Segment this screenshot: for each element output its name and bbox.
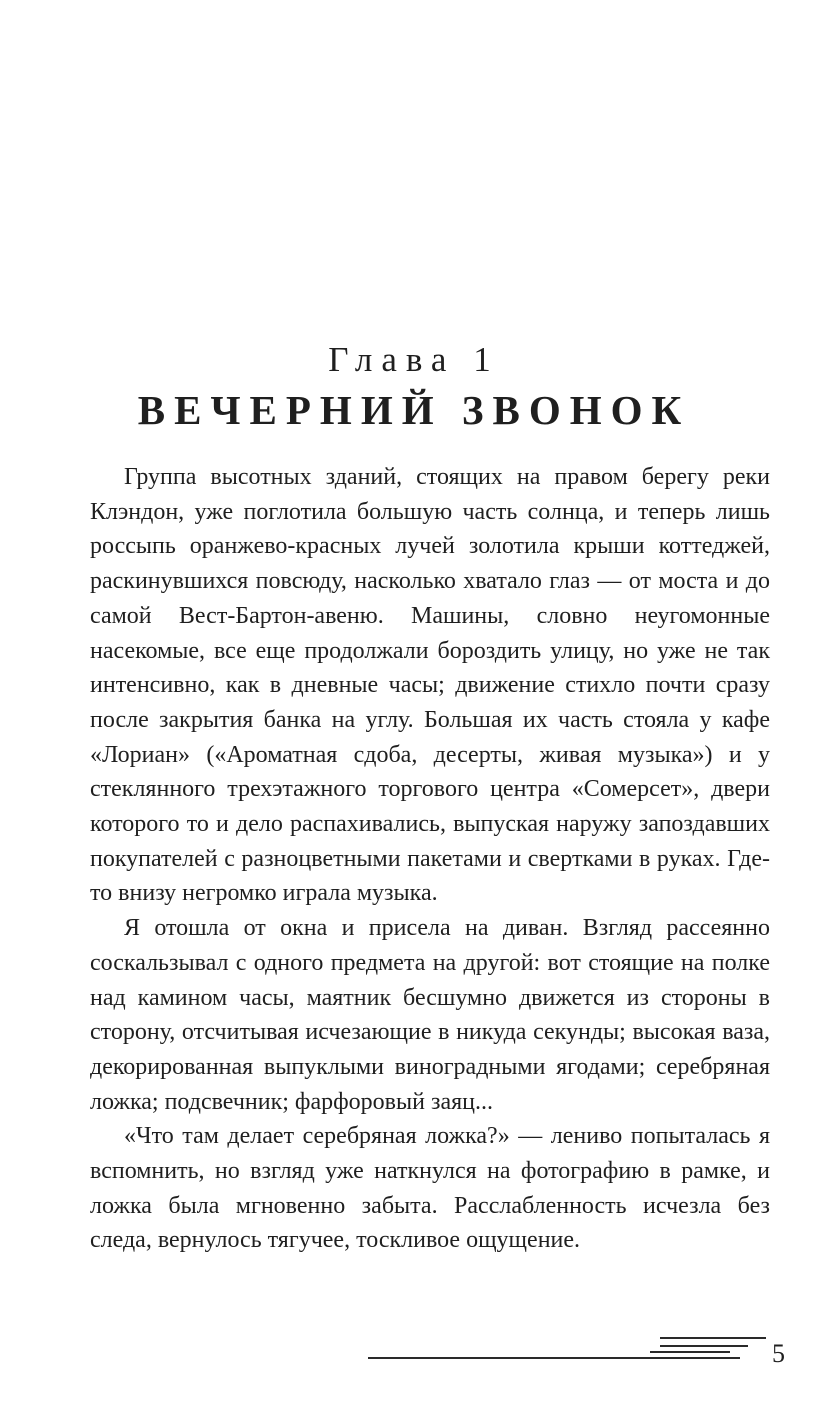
paragraph-2: Я отошла от окна и присела на диван. Взгляд рассеянно соскальзывал с одного предмета на другой: вот стоящие на полке над камином часы, маятник бесшумно движется из стороны в сторону, отсчитывая исчезающие в никуда секунды; высокая ваза, декорированная выпуклыми виноградными ягодами; серебряная ложка; подсвечник; фарфоровый заяц... [90,915,770,1115]
paragraph-1: Группа высотных зданий, стоящих на правом берегу реки Клэндон, уже поглотила большую часть солнца, и теперь лишь россыпь оранжево-красных лучей золотила крыши коттеджей, раскинувшихся повсюду, насколько хватало глаз — от моста и до самой Вест-Бартон-авеню. Машины, словно неугомонные насекомые, все еще продолжали бороздить улицу, но уже не так интенсивно, как в дневные часы; движение стихло почти сразу после закрытия банка на углу. Большая их часть стояла у кафе «Лориан» («Ароматная сдоба, десерты, живая музыка») и у стеклянного трехэтажного торгового центра «Сомерсет», двери которого то и дело распахивались, выпуская наружу запоздавших покупателей с разноцветными пакетами и свертками в руках. Где-то внизу негромко играла музыка. [90,464,770,907]
chapter-title: ВЕЧЕРНИЙ ЗВОНОК [137,387,691,433]
footer-rule-short [650,1351,730,1353]
chapter-number: Глава 1 [328,340,500,379]
footer-rule-middle [660,1345,748,1347]
page-number: 5 [772,1339,785,1368]
footer-rule-long [368,1357,740,1359]
paragraph-3: «Что там делает серебряная ложка?» — лениво попыталась я вспомнить, но взгляд уже наткнулся на фотографию в рамке, и ложка была мгновенно забыта. Расслабленность исчезла без следа, вернулось тягучее, тоскливое ощущение. [90,1123,770,1254]
chapter-body [90,460,770,1258]
footer-rule-top [660,1337,766,1339]
